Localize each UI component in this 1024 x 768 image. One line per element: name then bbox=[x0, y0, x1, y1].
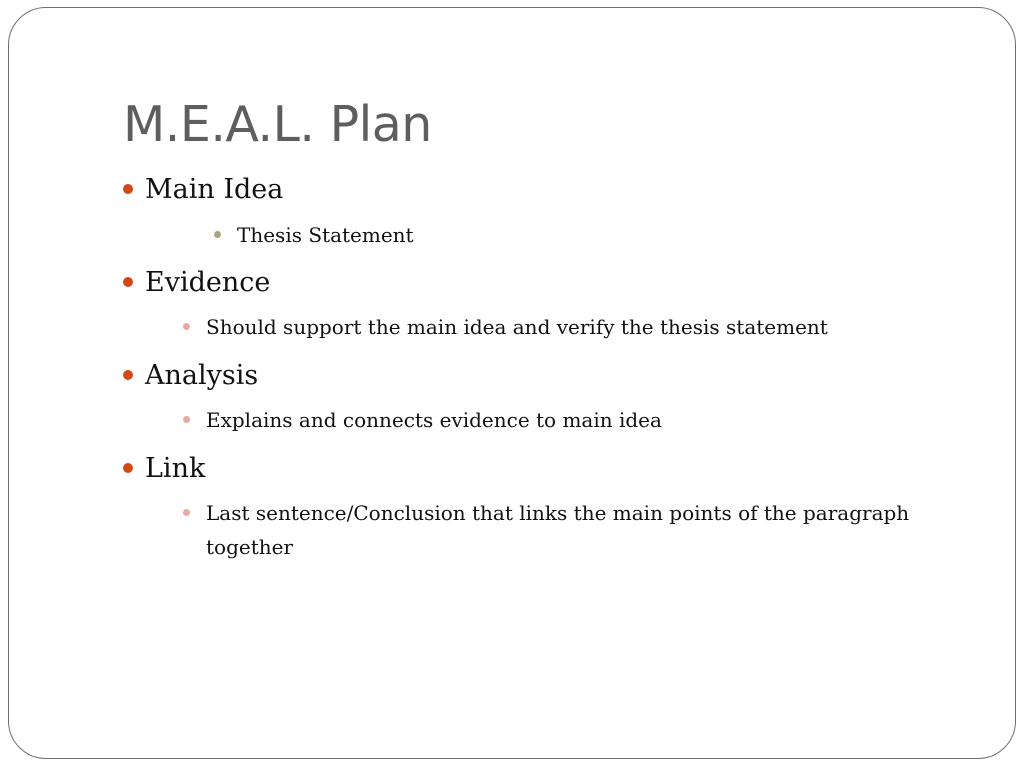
sub-bullet-icon bbox=[183, 416, 190, 423]
sub-bullet-evidence: Should support the main idea and verify the thesis statement bbox=[206, 315, 828, 339]
sub-bullet-icon bbox=[214, 231, 221, 238]
sub-bullet-link: Last sentence/Conclusion that links the main points of the paragraph together bbox=[206, 501, 910, 559]
slide bbox=[8, 7, 1016, 759]
bullet-evidence: Evidence bbox=[145, 267, 271, 298]
sub-bullet-icon bbox=[183, 323, 190, 330]
bullet-main-idea: Main Idea bbox=[145, 174, 284, 205]
bullet-analysis: Analysis bbox=[145, 360, 259, 391]
bullet-icon bbox=[123, 277, 133, 287]
sub-bullet-analysis: Explains and connects evidence to main idea bbox=[206, 408, 662, 432]
sub-bullet-icon bbox=[183, 509, 190, 516]
bullet-link: Link bbox=[145, 453, 206, 484]
slide-title: M.E.A.L. Plan bbox=[123, 96, 432, 153]
bullet-icon bbox=[123, 463, 133, 473]
bullet-icon bbox=[123, 184, 133, 194]
bullet-icon bbox=[123, 370, 133, 380]
sub-bullet-thesis-statement: Thesis Statement bbox=[237, 223, 414, 247]
